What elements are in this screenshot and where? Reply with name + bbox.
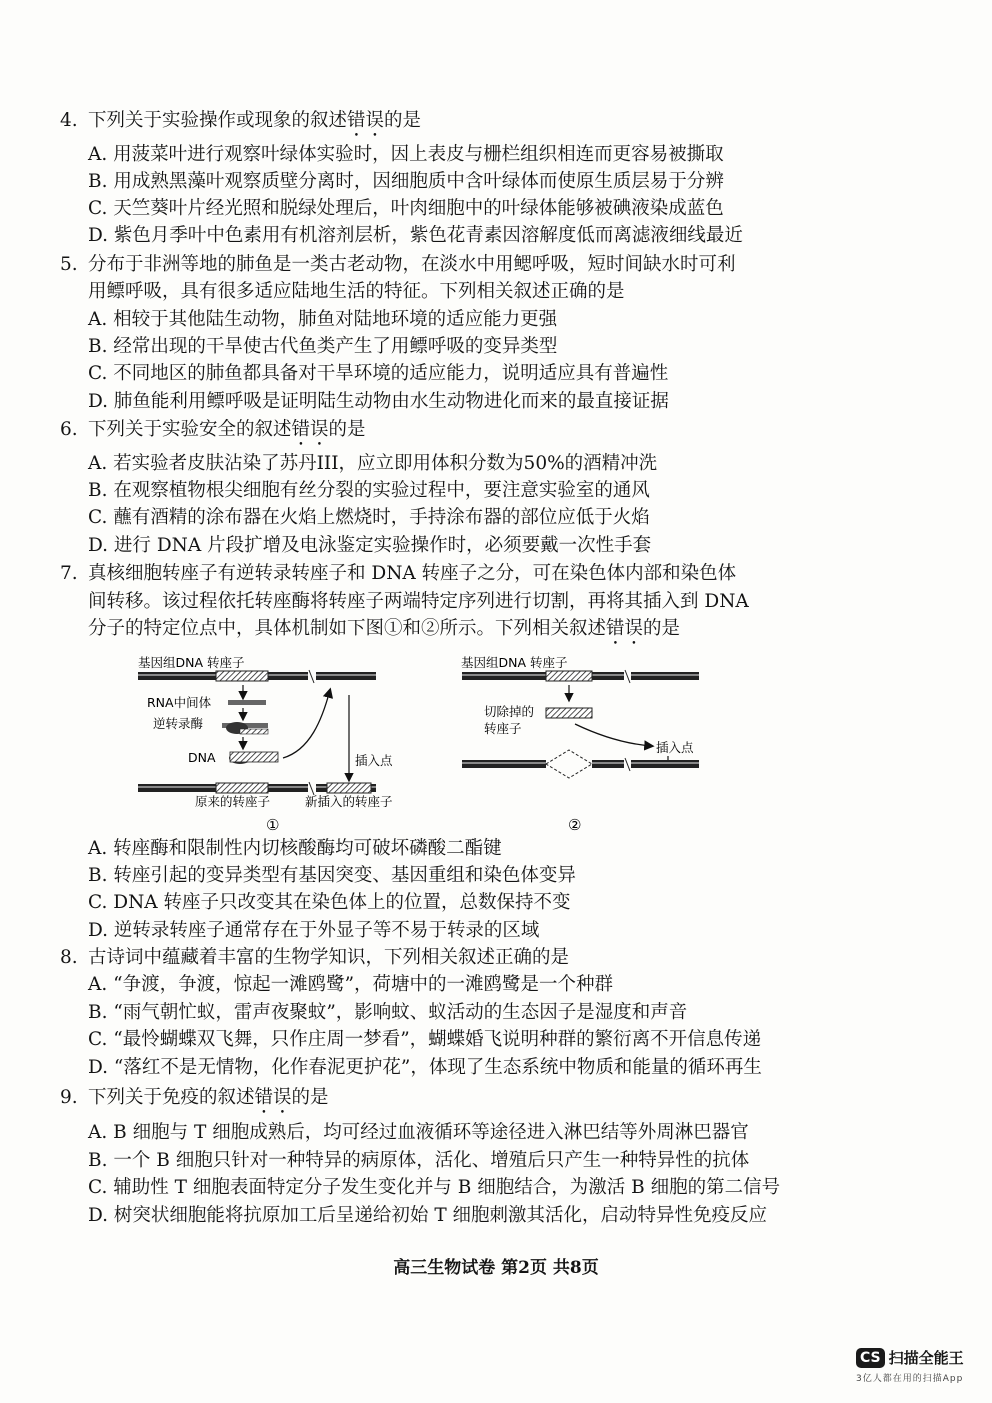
emphasis-text: 错误	[606, 618, 644, 639]
option-d: D. 树突状细胞能将抗原加工后呈递给初始 T 细胞刺激其活化，启动特异性免疫反应	[88, 1205, 768, 1226]
label-insertion-point: 插入点	[355, 753, 393, 768]
label-genome-transposon: 基因组DNA 转座子	[138, 655, 245, 670]
option-d: D. 逆转录转座子通常存在于外显子等不易于转录的区域	[88, 920, 540, 941]
figure-2	[461, 655, 699, 834]
question-stem-line-3: 分子的特定位点中，具体机制如下图①和②所示。下列相关叙述错误的是	[88, 618, 681, 639]
option-a: A. B 细胞与 T 细胞成熟后，均可经过血液循环等途径进入淋巴结等外周淋巴器官	[88, 1122, 749, 1143]
question-stem-line-2: 用鳔呼吸，具有很多适应陆地生活的特征。下列相关叙述正确的是	[88, 281, 625, 302]
option-a: A. 用菠菜叶进行观察叶绿体实验时，因上表皮与栅栏组织相连而更容易被撕取	[88, 144, 724, 165]
option-b: B. 转座引起的变异类型有基因突变、基因重组和染色体变异	[88, 865, 576, 886]
question-number: 5.	[60, 254, 78, 275]
option-a: A. “争渡，争渡，惊起一滩鸥鹭”，荷塘中的一滩鸥鹭是一个种群	[88, 974, 614, 995]
question-stem: 古诗词中蕴藏着丰富的生物学知识，下列相关叙述正确的是	[88, 947, 570, 968]
option-c: C. “最怜蝴蝶双飞舞，只作庄周一梦看”，蝴蝶婚飞说明种群的繁衍离不开信息传递	[88, 1029, 762, 1050]
question-stem: 下列关于实验安全的叙述错误的是	[88, 419, 366, 440]
label-original-transposon: 原来的转座子	[195, 794, 271, 809]
option-c: C. 不同地区的肺鱼都具备对干旱环境的适应能力，说明适应具有普遍性	[88, 363, 669, 384]
label-genome-transposon: 基因组DNA 转座子	[461, 655, 568, 670]
option-a: A. 若实验者皮肤沾染了苏丹III，应立即用体积分数为50%的酒精冲洗	[88, 453, 658, 474]
option-b: B. 在观察植物根尖细胞有丝分裂的实验过程中，要注意实验室的通风	[88, 480, 650, 501]
option-c: C. 天竺葵叶片经光照和脱绿处理后，叶肉细胞中的叶绿体能够被碘液染成蓝色	[88, 198, 724, 219]
question-number: 8.	[60, 947, 78, 968]
watermark-name: 扫描全能王	[888, 1349, 964, 1367]
question-number: 4.	[60, 110, 78, 131]
label-new-transposon: 新插入的转座子	[305, 794, 393, 809]
camscanner-logo-icon: CS	[856, 1348, 885, 1368]
figure-1	[138, 655, 393, 834]
option-b: B. 用成熟黑藻叶观察质壁分离时，因细胞质中含叶绿体而使原生质层易于分辨	[88, 171, 724, 192]
option-b: B. 一个 B 细胞只针对一种特异的病原体，活化、增殖后只产生一种特异性的抗体	[88, 1150, 750, 1171]
label-insertion-point: 插入点	[656, 740, 694, 755]
question-number: 9.	[60, 1087, 78, 1108]
label-reverse-transcriptase: 逆转录酶	[153, 716, 204, 731]
watermark-subtitle: 3亿人都在用的扫描App	[856, 1374, 964, 1384]
option-a: A. 相较于其他陆生动物，肺鱼对陆地环境的适应能力更强	[88, 309, 558, 330]
question-stem-line-1: 真核细胞转座子有逆转录转座子和 DNA 转座子之分，可在染色体内部和染色体	[88, 563, 737, 584]
option-d: D. 进行 DNA 片段扩增及电泳鉴定实验操作时，必须要戴一次性手套	[88, 535, 652, 556]
label-excised-transposon: 转座子	[484, 721, 522, 736]
figure-label-1: ①	[266, 816, 280, 834]
option-c: C. DNA 转座子只改变其在染色体上的位置，总数保持不变	[88, 892, 571, 913]
option-b: B. 经常出现的干旱使古代鱼类产生了用鳔呼吸的变异类型	[88, 336, 558, 357]
option-a: A. 转座酶和限制性内切核酸酶均可破坏磷酸二酯键	[88, 838, 502, 859]
question-stem-line-1: 分布于非洲等地的肺鱼是一类古老动物，在淡水中用鳃呼吸，短时间缺水时可利	[88, 254, 736, 275]
option-d: D. “落红不是无情物，化作春泥更护花”，体现了生态系统中物质和能量的循环再生	[88, 1057, 762, 1078]
transposon-figure	[0, 640, 992, 840]
question-stem: 下列关于实验操作或现象的叙述错误的是	[88, 110, 422, 131]
rna-strand	[228, 700, 266, 705]
question-number: 7.	[60, 563, 78, 584]
emphasis-text: 错误	[291, 419, 329, 440]
label-excised: 切除掉的	[484, 704, 535, 719]
question-stem-line-2: 间转移。该过程依托转座酶将转座子两端特定序列进行切割，再将其插入到 DNA	[88, 591, 749, 612]
page-footer: 高三生物试卷 第2页 共8页	[393, 1258, 599, 1278]
label-rna-intermediate: RNA中间体	[147, 695, 212, 710]
option-c: C. 辅助性 T 细胞表面特定分子发生变化并与 B 细胞结合，为激活 B 细胞的第二信号	[88, 1177, 781, 1198]
option-b: B. “雨气朝忙蚁，雷声夜聚蚊”，影响蚊、蚁活动的生态因子是湿度和声音	[88, 1002, 688, 1023]
question-stem: 下列关于免疫的叙述错误的是	[88, 1087, 329, 1108]
genome-dna-top	[138, 670, 376, 683]
option-c: C. 蘸有酒精的涂布器在火焰上燃烧时，手持涂布器的部位应低于火焰	[88, 507, 650, 528]
emphasis-text: 错误	[254, 1087, 292, 1108]
option-d: D. 紫色月季叶中色素用有机溶剂层析，紫色花青素因溶解度低而离滤液细线最近	[88, 225, 743, 246]
genome-dna-top	[462, 670, 699, 683]
emphasis-text: 错误	[347, 110, 385, 131]
option-d: D. 肺鱼能利用鳔呼吸是证明陆生动物由水生动物进化而来的最直接证据	[88, 391, 669, 412]
excised-transposon-shape	[546, 708, 592, 718]
figure-label-2: ②	[568, 816, 582, 834]
scanner-watermark	[856, 1347, 964, 1384]
label-dna: DNA	[188, 750, 216, 765]
question-number: 6.	[60, 419, 78, 440]
